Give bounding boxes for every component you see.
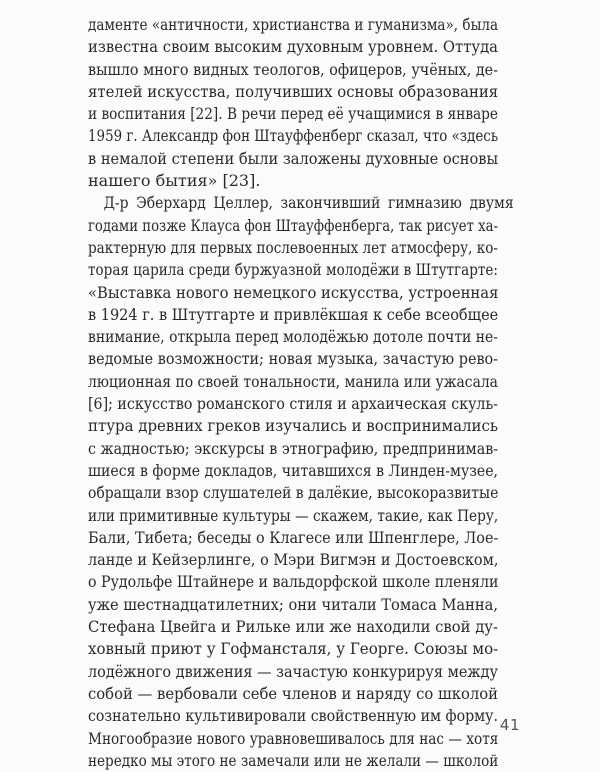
text-line: годами позже Клауса фон Штауффенберга, так рисует ха- bbox=[88, 215, 498, 235]
text-line: собой — вербовали себе членов и наряду со школой bbox=[88, 683, 498, 703]
text-line: Стефана Цвейга и Рильке или же находили свой ду- bbox=[88, 617, 498, 637]
text-line: Многообразие нового уравновешивалось для нас — хотя bbox=[88, 728, 499, 748]
text-line: ятелей искусства, получивших основы образования bbox=[88, 81, 499, 101]
text-line: ведомые возможности; новая музыка, зачастую рево- bbox=[88, 349, 499, 369]
text-line: о Рудольфе Штайнере и вальдорфской школе пленяли bbox=[88, 572, 499, 592]
text-line: и воспитания [22]. В речи перед её учащимися в январе bbox=[88, 104, 499, 124]
text-line: Д-р Эберхард Целлер, закончивший гимназию двумя bbox=[103, 193, 514, 213]
text-line: лодёжного движения — зачастую конкурируя между bbox=[88, 661, 499, 681]
text-line: «Выставка нового немецкого искусства, устроенная bbox=[88, 282, 499, 302]
text-line: нашего бытия» [23]. bbox=[88, 171, 261, 191]
text-line: известна своим высоким духовным уровнем. Оттуда bbox=[88, 37, 498, 57]
text-line: в 1924 г. в Штутгарте и привлёкшая к себе всеобщее bbox=[88, 304, 499, 324]
text-line: рактерную для первых послевоенных лет атмосферу, ко- bbox=[88, 237, 498, 257]
text-line: даменте «античности, христианства и гуманизма», была bbox=[88, 15, 499, 34]
text-line: уже шестнадцатилетних; они читали Томаса Манна, bbox=[88, 594, 498, 614]
text-line: [6]; искусство романского стиля и архаическая скуль- bbox=[88, 394, 498, 414]
text-line: обращали взор слушателей в далёкие, высокоразвитые bbox=[88, 483, 499, 503]
text-line: торая царила среди буржуазной молодёжи в Штутгарте: bbox=[88, 260, 498, 280]
text-line: с жадностью; экскурсы в этнографию, предпринимав- bbox=[88, 438, 499, 458]
text-line: ховный приют у Гофмансталя, у Георге. Союзы мо- bbox=[88, 639, 499, 659]
text-line: Бали, Тибета; беседы о Клагесе или Шпенглере, Лое- bbox=[88, 527, 499, 547]
text-line: внимание, открыла перед молодёжью дотоле почти не- bbox=[88, 327, 498, 347]
text-line: шиеся в форме докладов, читавшихся в Линден-музее, bbox=[88, 460, 498, 480]
text-line: люционная по своей тональности, манила или ужасала bbox=[88, 371, 498, 391]
text-line: ланде и Кейзерлинге, о Мэри Вигмэн и Достоевском, bbox=[88, 550, 499, 570]
text-line: 1959 г. Александр фон Штауффенберг сказал, что «здесь bbox=[88, 126, 499, 146]
text-line: в немалой степени были заложены духовные основы bbox=[88, 148, 499, 168]
page-number: 41 bbox=[499, 716, 520, 734]
text-line: вышло много видных теологов, офицеров, учёных, де- bbox=[88, 59, 499, 79]
text-line: нередко мы этого не замечали или не желали — школой bbox=[88, 750, 499, 770]
text-line: птура древних греков изучались и воспринимались bbox=[88, 416, 498, 436]
text-line: сознательно культивировали свойственную им форму. bbox=[88, 706, 498, 726]
text-line: или примитивные культуры — скажем, такие, как Перу, bbox=[88, 505, 499, 525]
